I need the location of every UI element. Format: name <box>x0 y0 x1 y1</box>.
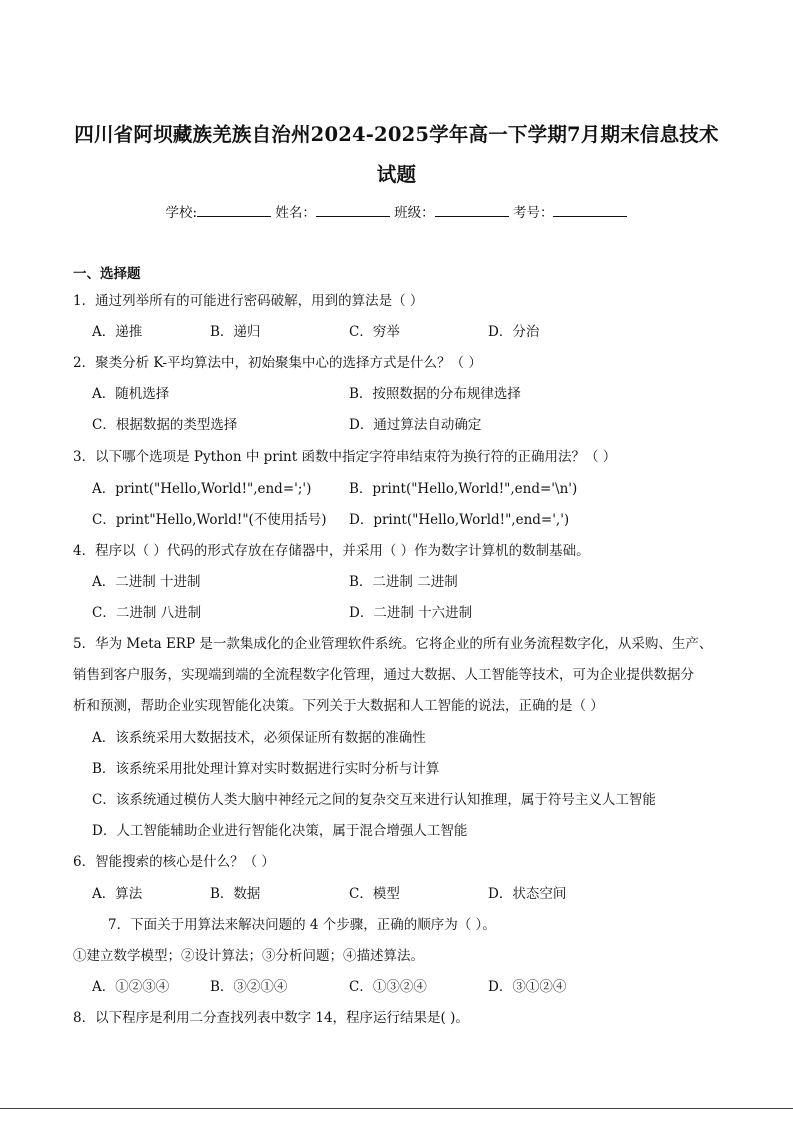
option-a[interactable]: A．随机选择 <box>92 386 170 402</box>
option-b[interactable]: B．二进制 二进制 <box>349 574 458 590</box>
option-a[interactable]: A．递推 <box>92 324 143 340</box>
student-info <box>0 201 793 221</box>
option-b[interactable]: B．③②①④ <box>210 979 288 995</box>
option-d[interactable]: D．状态空间 <box>488 886 567 902</box>
question-stem: 1．通过列举所有的可能进行密码破解，用到的算法是（ ） <box>73 293 424 309</box>
option-a[interactable]: A．该系统采用大数据技术，必须保证所有数据的准确性 <box>92 730 426 746</box>
school-blank[interactable] <box>197 203 271 217</box>
option-a[interactable]: A．①②③④ <box>92 979 170 995</box>
question-stem-line: 5．华为 Meta ERP 是一款集成化的企业管理软件系统。它将企业的所有业务流程数字化，从采购、生产、 <box>73 636 713 652</box>
question-stem: 2．聚类分析 K-平均算法中，初始聚集中心的选择方式是什么？（ ） <box>73 355 482 371</box>
option-c[interactable]: C．穷举 <box>349 324 400 340</box>
option-c[interactable]: C．模型 <box>349 886 400 902</box>
question-stem: 7．下面关于用算法来解决问题的 4 个步骤，正确的顺序为（ ）。 <box>108 917 496 933</box>
section-heading: 一、选择题 <box>73 266 141 282</box>
class-label: 班级： <box>394 205 435 221</box>
class-blank[interactable] <box>435 203 509 217</box>
question-stem-line: 销售到客户服务，实现端到端的全流程数字化管理，通过大数据、人工智能等技术，可为企业提供数据分 <box>73 667 694 683</box>
number-label: 考号： <box>512 205 554 221</box>
option-d[interactable]: D．通过算法自动确定 <box>349 417 482 433</box>
page-title: 四川省阿坝藏族羌族自治州2024-2025学年高一下学期7月期末信息技术 <box>74 123 719 146</box>
question-stem: 8．以下程序是利用二分查找列表中数字 14，程序运行结果是( )。 <box>73 1010 469 1026</box>
school-label: 学校: <box>165 205 198 221</box>
option-d[interactable]: D．print("Hello,World!",end=',') <box>349 512 570 528</box>
option-a[interactable]: A．算法 <box>92 886 143 902</box>
option-b[interactable]: B．print("Hello,World!",end='\n') <box>349 481 578 497</box>
name-blank[interactable] <box>316 203 390 217</box>
option-b[interactable]: B．递归 <box>210 324 261 340</box>
option-c[interactable]: C．该系统通过模仿人类大脑中神经元之间的复杂交互来进行认知推理，属于符号主义人工智能 <box>92 792 656 808</box>
question-stem-line: 析和预测，帮助企业实现智能化决策。下列关于大数据和人工智能的说法，正确的是（ ） <box>73 698 604 714</box>
option-c[interactable]: C．①③②④ <box>349 979 427 995</box>
option-a[interactable]: A．二进制 十进制 <box>92 574 201 590</box>
page-title-line2: 试题 <box>376 163 417 186</box>
option-d[interactable]: D．③①②④ <box>488 979 567 995</box>
option-b[interactable]: B．该系统采用批处理计算对实时数据进行实时分析与计算 <box>92 761 440 777</box>
question-sub: ①建立数学模型；②设计算法；③分析问题；④描述算法。 <box>73 948 424 964</box>
option-a[interactable]: A．print("Hello,World!",end=';') <box>92 481 312 497</box>
name-label: 姓名： <box>275 205 316 221</box>
option-b[interactable]: B．按照数据的分布规律选择 <box>349 386 521 402</box>
option-c[interactable]: C．print"Hello,World!"(不使用括号) <box>92 512 327 528</box>
question-stem: 3．以下哪个选项是 Python 中 print 函数中指定字符串结束符为换行符的正确用法？（ ） <box>73 449 617 465</box>
option-d[interactable]: D．分治 <box>488 324 540 340</box>
option-c[interactable]: C．根据数据的类型选择 <box>92 417 238 433</box>
number-blank[interactable] <box>553 203 627 217</box>
question-stem: 6．智能搜索的核心是什么？（ ） <box>73 854 275 870</box>
option-c[interactable]: C．二进制 八进制 <box>92 605 202 621</box>
option-d[interactable]: D．人工智能辅助企业进行智能化决策，属于混合增强人工智能 <box>92 823 468 839</box>
page-bottom-divider <box>0 1108 793 1109</box>
option-b[interactable]: B．数据 <box>210 886 261 902</box>
question-stem: 4．程序以（ ）代码的形式存放在存储器中，并采用（ ）作为数字计算机的数制基础。 <box>73 543 590 559</box>
option-d[interactable]: D．二进制 十六进制 <box>349 605 473 621</box>
